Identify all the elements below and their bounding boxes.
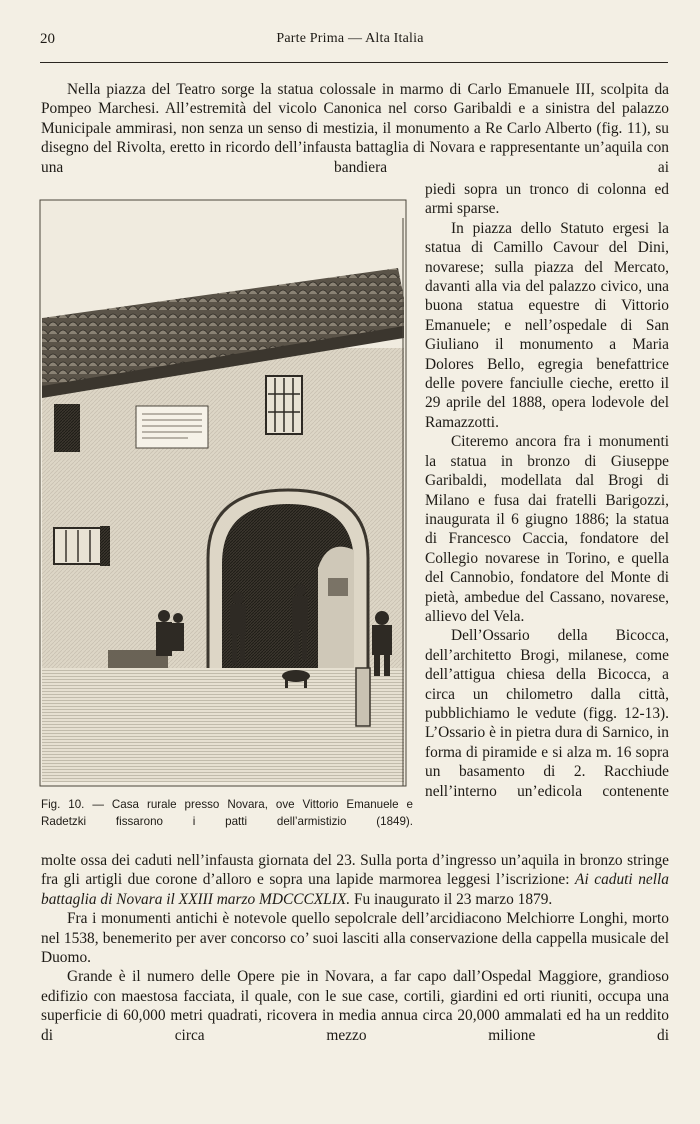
inauguration-text: Fu inaugurato il 23 marzo 1879. <box>350 890 553 908</box>
running-header <box>40 31 660 51</box>
paragraph-ossario: Dell’Ossario della Bicocca, dell’architetto Brogi, milanese, come dell’attigua chiesa della Bicocca, a circa un chilometro dalla città, pubblichiamo le vedute (figg. 12-13). L’Ossario è in pietra dura di Sarnico, in forma di piramide e si alza m. 16 sopra un basamento di 2. Racchiude nell’interno un’edicola contenente <box>425 627 669 800</box>
continuation-paragraph <box>41 851 669 909</box>
inscription-text: Ai caduti nella battaglia di Novara il XXIII marzo MDCCCXLIX. <box>41 871 669 908</box>
page-number: 20 <box>40 31 55 47</box>
shutter-window-left <box>54 404 80 452</box>
memorial-plaque <box>136 406 208 448</box>
engraving-illustration <box>38 198 408 788</box>
intro-block <box>41 80 669 177</box>
figure-engraving <box>38 198 408 788</box>
continuation-text: piedi sopra un tronco di colonna ed armi sparse. <box>425 181 669 218</box>
text-column <box>425 180 669 801</box>
paragraph-monumenti-antichi: Fra i monumenti antichi è notevole quello sepolcrale dell’arcidiacono Melchiorre Longhi, morto nel 1538, benemerito per aver concorso co’ suoi lasciti alla conservazione della cappella musicale del Duomo. <box>41 910 669 967</box>
running-title: Parte Prima — Alta Italia <box>276 31 424 46</box>
header-rule <box>40 62 668 63</box>
paragraph-statuto: In piazza dello Statuto ergesi la statua di Camillo Cavour del Dini, novarese; sulla piazza del Mercato, davanti alla via del palazzo civico, una buona statua equestre di Vittorio Emanuele; e nell’ospedale di San Giuliano il monumento a Maria Dolores Bello, egregia benefattrice delle povere fanciulle cieche, eretto il 29 aprile del 1888, opera lodevole del Ramazzotti. <box>425 219 669 431</box>
figure-caption: Fig. 10. — Casa rurale presso Novara, ove Vittorio Emanuele e Radetzki fissarono i patti dell’armistizio (1849). <box>41 798 413 828</box>
stone-post <box>356 668 370 726</box>
intro-paragraph: Nella piazza del Teatro sorge la statua colossale in marmo di Carlo Emanuele III, scolpita da Pompeo Marchesi. All’estremità del vicolo Canonica nel corso Garibaldi e a sinistra del palazzo Municipale ammirasi, non senza un senso di mestizia, il monumento a Re Carlo Alberto (fig. 11), su disegno del Rivolta, eretto in ricordo dell’infausta battaglia di Novara e rappresentante un’aquila con una bandiera ai <box>41 81 669 176</box>
continuation-text-lower: molte ossa dei caduti nell’infausta giornata del 23. Sulla porta d’ingresso un’aquila in bronzo stringe fra gli artigli due corone d’alloro e sopra una lapide marmorea leggesi l’iscrizione: <box>41 852 669 889</box>
paragraph-opere-pie: Grande è il numero delle Opere pie in Novara, a far capo dall’Ospedal Maggiore, grandioso edifizio con maestosa facciata, il quale, con le sue case, cortili, giardini ed orti riuniti, occupa una superficie di 60,000 metri quadrati, ricovera in media annua circa 20,000 ammalati ed ha un reddito di circa mezzo milione di <box>41 968 669 1044</box>
lower-block <box>41 851 669 1045</box>
paragraph-citeremo: Citeremo ancora fra i monumenti la statua in bronzo di Giuseppe Garibaldi, modellata dal Brogi di Milano e fusa dai fratelli Barigozzi, inaugurata il 6 giugno 1886; la statua di Francesco Caccia, fondatore del Collegio novarese in Torino, e quella del Cannobio, fondatore del Monte di pietà, ambedue del Cassano, novarese, allievo del Vela. <box>425 433 669 625</box>
